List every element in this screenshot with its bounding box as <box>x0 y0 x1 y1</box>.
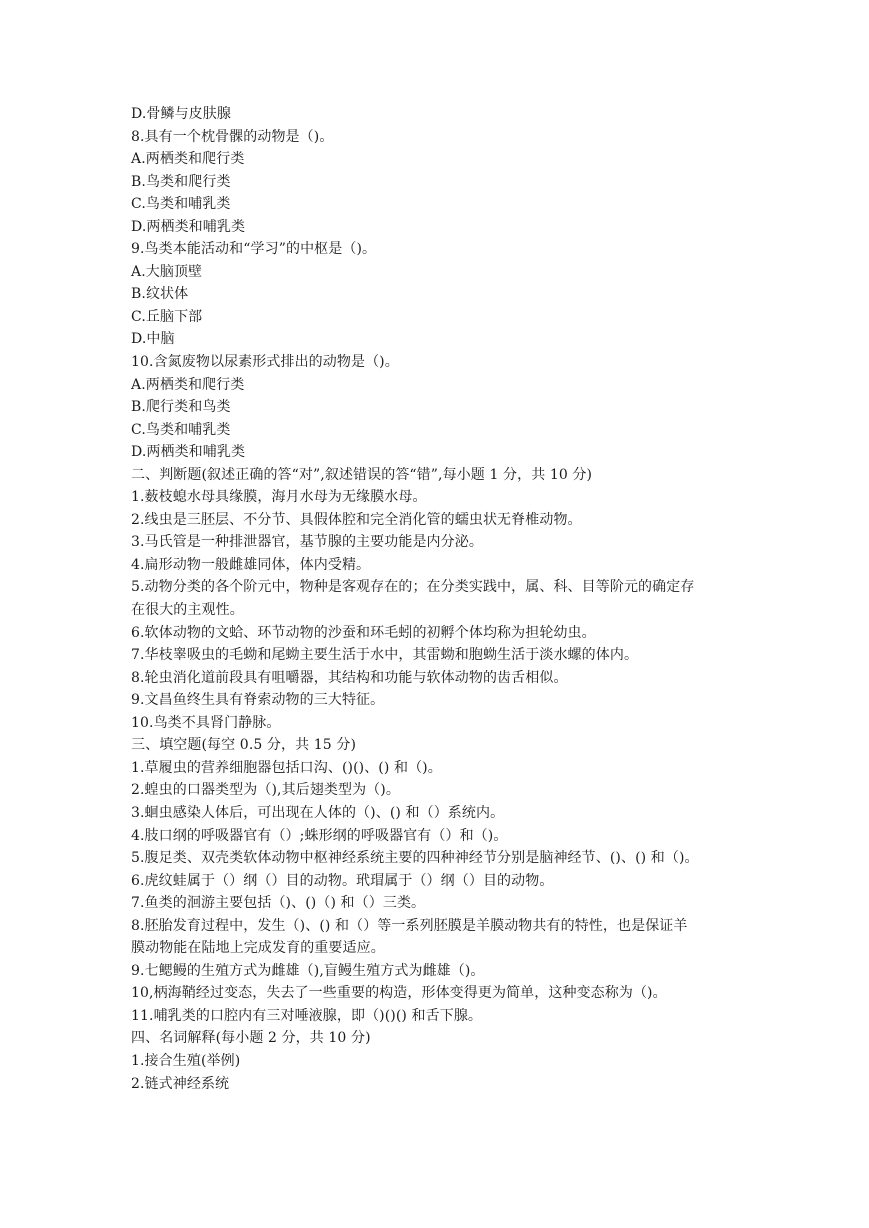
document-page <box>131 103 751 1095</box>
fill-item-5: 5.腹足类、双壳类软体动物中枢神经系统主要的四种神经节分别是脑神经节、()、() 和（)。 <box>131 850 699 867</box>
term-item-2: 2.链式神经系统 <box>131 1075 230 1092</box>
option-10b: B.爬行类和鸟类 <box>131 399 231 416</box>
fill-item-1: 1.草履虫的营养细胞器包括口沟、()()、() 和（)。 <box>131 759 442 776</box>
option-8a: A.两栖类和爬行类 <box>131 151 245 168</box>
tf-item-8: 8.轮虫消化道前段具有咀嚼器，其结构和功能与软体动物的齿舌相似。 <box>131 669 568 686</box>
section-heading-terms: 四、名词解释(每小题 2 分，共 10 分) <box>131 1030 371 1047</box>
option-10c: C.鸟类和哺乳类 <box>131 421 231 438</box>
option-10a: A.两栖类和爬行类 <box>131 376 245 393</box>
section-heading-fill-blank: 三、填空题(每空 0.5 分，共 15 分) <box>131 737 357 754</box>
tf-item-10: 10.鸟类不具肾门静脉。 <box>131 714 281 731</box>
option-9b: B.纹状体 <box>131 286 189 303</box>
question-9: 9.鸟类本能活动和“学习”的中枢是（)。 <box>131 241 377 258</box>
term-item-1: 1.接合生殖(举例) <box>131 1052 241 1069</box>
option-9a: A.大脑顶壁 <box>131 263 203 280</box>
fill-item-10: 10,柄海鞘经过变态，失去了一些重要的构造，形体变得更为简单，这种变态称为（)。 <box>131 985 667 1002</box>
fill-item-4: 4.肢口纲的呼吸器官有（）;蛛形纲的呼吸器官有（）和（)。 <box>131 827 508 844</box>
option-8c: C.鸟类和哺乳类 <box>131 196 231 213</box>
fill-item-8-continued: 膜动物能在陆地上完成发育的重要适应。 <box>131 940 385 957</box>
tf-item-9: 9.文昌鱼终生具有脊索动物的三大特征。 <box>131 692 385 709</box>
option-10d: D.两栖类和哺乳类 <box>131 444 246 461</box>
fill-item-3: 3.蛔虫感染人体后，可出现在人体的（)、() 和（）系统内。 <box>131 804 505 821</box>
fill-item-7: 7.鱼类的洄游主要包括（)、()（) 和（）三类。 <box>131 895 426 912</box>
option-9d: D.中脑 <box>131 331 175 348</box>
tf-item-4: 4.扁形动物一般雌雄同体，体内受精。 <box>131 556 371 573</box>
tf-item-2: 2.线虫是三胚层、不分节、具假体腔和完全消化管的蠕虫状无脊椎动物。 <box>131 511 582 528</box>
fill-item-11: 11.哺乳类的口腔内有三对唾液腺，即（)()() 和舌下腺。 <box>131 1007 483 1024</box>
tf-item-1: 1.薮枝螅水母具缘膜，海月水母为无缘膜水母。 <box>131 489 427 506</box>
tf-item-6: 6.软体动物的文蛤、环节动物的沙蚕和环毛蚓的初孵个体均称为担轮幼虫。 <box>131 624 596 641</box>
section-heading-true-false: 二、判断题(叙述正确的答“对”,叙述错误的答“错”,每小题 1 分，共 10 分) <box>131 466 593 483</box>
fill-item-8: 8.胚胎发育过程中，发生（)、() 和（）等一系列胚膜是羊膜动物共有的特性，也是保证羊 <box>131 917 688 934</box>
question-8: 8.具有一个枕骨髁的动物是（)。 <box>131 128 334 145</box>
option-7d: D.骨鳞与皮肤腺 <box>131 106 231 122</box>
option-9c: C.丘脑下部 <box>131 308 203 325</box>
fill-item-9: 9.七鳃鳗的生殖方式为雌雄（),盲鳗生殖方式为雌雄（)。 <box>131 962 485 979</box>
question-10: 10.含氮废物以尿素形式排出的动物是（)。 <box>131 354 399 371</box>
tf-item-5: 5.动物分类的各个阶元中，物种是客观存在的；在分类实践中，属、科、目等阶元的确定存 <box>131 579 695 596</box>
tf-item-7: 7.华枝睾吸虫的毛蚴和尾蚴主要生活于水中，其雷蚴和胞蚴生活于淡水螺的体内。 <box>131 647 639 664</box>
option-8b: B.鸟类和爬行类 <box>131 173 231 190</box>
fill-item-6: 6.虎纹蛙属于（）纲（）目的动物。玳瑁属于（）纲（）目的动物。 <box>131 872 554 889</box>
option-8d: D.两栖类和哺乳类 <box>131 218 246 235</box>
tf-item-5-continued: 在很大的主观性。 <box>131 602 244 619</box>
fill-item-2: 2.蝗虫的口器类型为（),其后翅类型为（)。 <box>131 782 400 799</box>
tf-item-3: 3.马氏管是一种排泄器官，基节腺的主要功能是内分泌。 <box>131 534 483 551</box>
